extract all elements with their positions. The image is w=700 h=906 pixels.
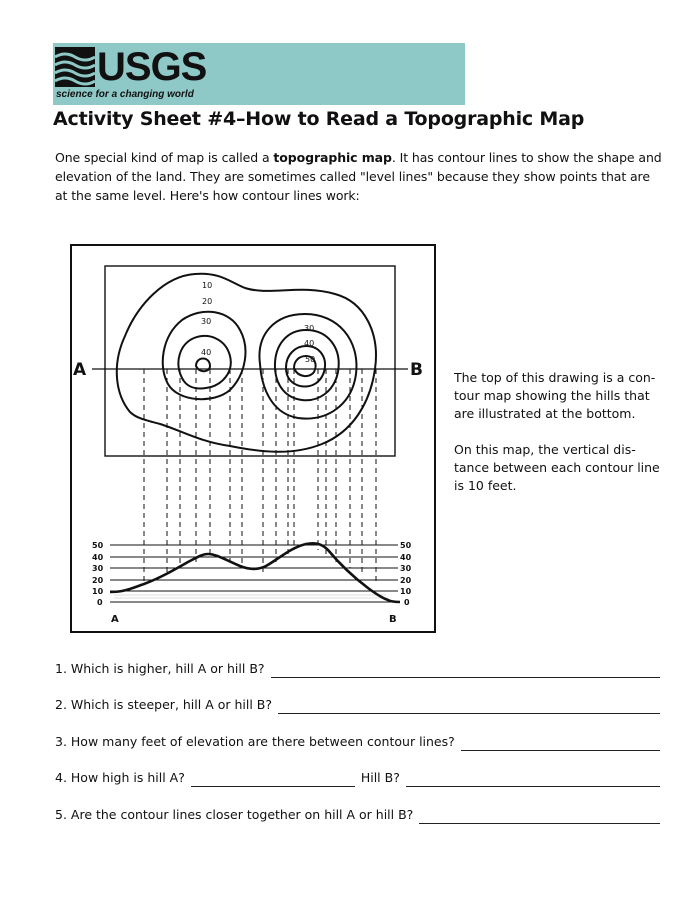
figure-caption-1: The top of this drawing is a con-tour map showing the hills that are illustrated at the bottom. bbox=[454, 370, 656, 421]
question-3 bbox=[55, 731, 660, 751]
profile-tick-left: 20 bbox=[92, 576, 104, 585]
usgs-wave-icon bbox=[55, 47, 95, 87]
logo-tagline: science for a changing world bbox=[56, 89, 194, 100]
question-text: 5. Are the contour lines closer together on hill A or hill B? bbox=[55, 807, 414, 822]
answer-line-3[interactable] bbox=[461, 732, 660, 751]
profile-label-a: A bbox=[111, 614, 119, 625]
contour-line-10 bbox=[117, 274, 376, 452]
intro-text-before: One special kind of map is called a bbox=[55, 150, 274, 165]
question-text: 3. How many feet of elevation are there between contour lines? bbox=[55, 734, 455, 749]
contour-label: 10 bbox=[202, 281, 213, 290]
profile-tick-right: 0 bbox=[404, 598, 410, 607]
answer-line-4a[interactable] bbox=[191, 768, 355, 787]
profile-tick-left: 0 bbox=[97, 598, 103, 607]
hill-profile bbox=[110, 543, 400, 602]
profile-tick-left: 40 bbox=[92, 553, 104, 562]
question-2 bbox=[55, 694, 660, 714]
contour-map-figure bbox=[70, 244, 436, 634]
contour-label: 40 bbox=[201, 348, 212, 357]
profile-label-b: B bbox=[389, 614, 397, 625]
logo-wordmark: USGS bbox=[97, 45, 207, 89]
usgs-logo bbox=[53, 43, 465, 105]
projection-lines bbox=[144, 369, 376, 584]
profile-tick-right: 30 bbox=[400, 564, 412, 573]
profile-tick-right: 20 bbox=[400, 576, 412, 585]
figure-caption-2: On this map, the vertical dis-tance between each contour line is 10 feet. bbox=[454, 442, 660, 493]
intro-bold-term: topographic map bbox=[273, 150, 392, 165]
profile-tick-right: 50 bbox=[400, 541, 412, 550]
section-label-a: A bbox=[73, 360, 87, 380]
map-frame bbox=[105, 266, 395, 456]
question-5 bbox=[55, 804, 660, 824]
question-text: 2. Which is steeper, hill A or hill B? bbox=[55, 697, 273, 712]
question-subtext: Hill B? bbox=[360, 770, 400, 785]
contour-label: 50 bbox=[305, 355, 316, 364]
profile-tick-left: 30 bbox=[92, 564, 104, 573]
question-text: 4. How high is hill A? bbox=[55, 770, 185, 785]
answer-line-5[interactable] bbox=[419, 805, 660, 824]
section-label-b: B bbox=[410, 360, 423, 380]
answer-line-4b[interactable] bbox=[406, 768, 660, 787]
profile-tick-left: 10 bbox=[92, 587, 104, 596]
contour-label: 20 bbox=[202, 297, 213, 306]
intro-paragraph bbox=[55, 148, 665, 205]
intro-text-after: . It has contour lines to show the shape and elevation of the land. They are sometimes called "level lines" because they show points that are at the same level. Here's how contour lines work: bbox=[55, 150, 662, 203]
profile-tick-right: 40 bbox=[400, 553, 412, 562]
contour-label: 40 bbox=[304, 339, 315, 348]
question-4 bbox=[55, 767, 660, 787]
contour-line-40-hill-b bbox=[286, 346, 325, 386]
question-text: 1. Which is higher, hill A or hill B? bbox=[55, 661, 265, 676]
profile-tick-left: 50 bbox=[92, 541, 104, 550]
answer-line-2[interactable] bbox=[278, 695, 660, 714]
profile-grid bbox=[110, 545, 398, 602]
contour-label: 30 bbox=[304, 324, 315, 333]
profile-tick-right: 10 bbox=[400, 587, 412, 596]
contour-label: 30 bbox=[201, 317, 212, 326]
answer-line-1[interactable] bbox=[271, 659, 660, 678]
profile-ground-fill bbox=[114, 595, 388, 598]
figure-frame bbox=[71, 245, 435, 632]
contour-line-30-hill-a bbox=[178, 336, 230, 389]
page-title: Activity Sheet #4–How to Read a Topographic Map bbox=[53, 108, 585, 130]
question-1 bbox=[55, 658, 660, 678]
